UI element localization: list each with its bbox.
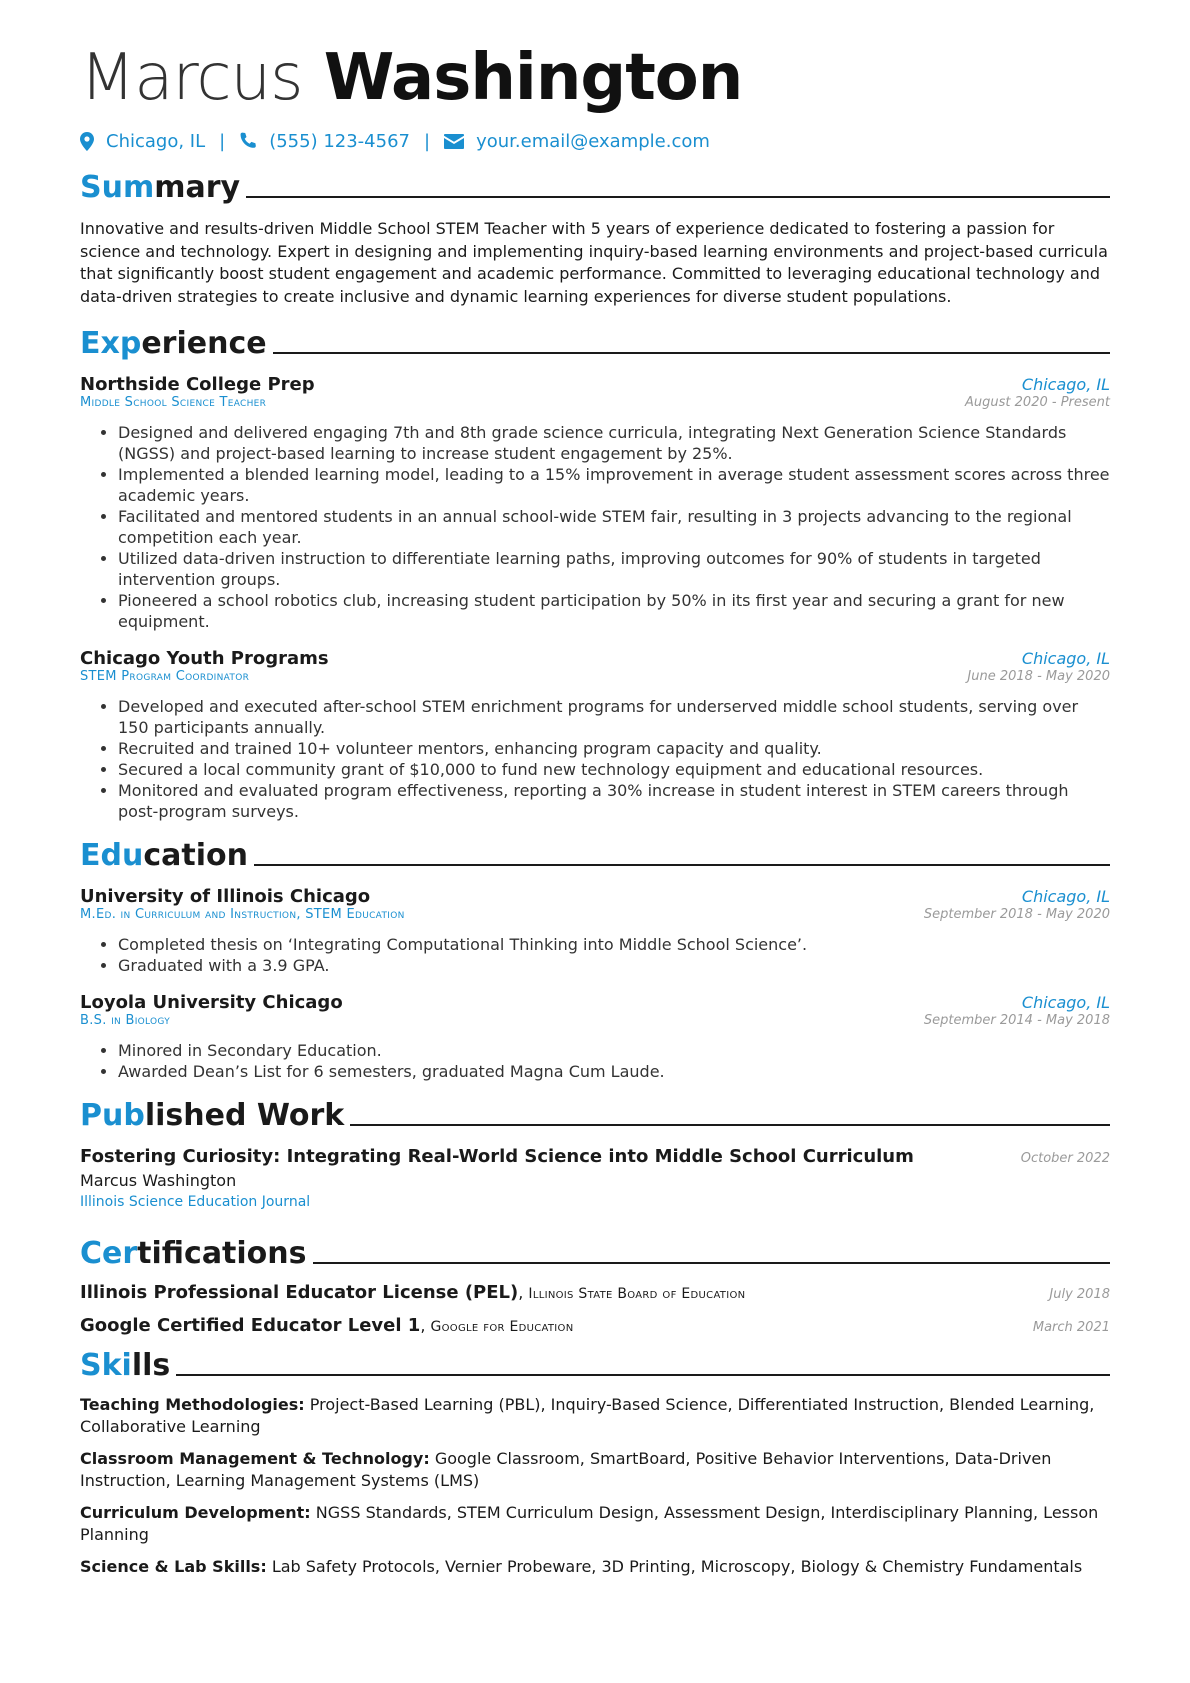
entry-dates: September 2018 - May 2020: [923, 907, 1110, 922]
section-title: [80, 838, 248, 874]
school-name: University of Illinois Chicago: [80, 886, 371, 907]
skill-value: Lab Safety Protocols, Vernier Probeware, 3D Printing, Microscopy, Biology & Chemistry Fundamentals: [271, 1557, 1083, 1576]
education-entry: [80, 886, 1110, 976]
bullet-item: • Monitored and evaluated program effectiveness, reporting a 30% increase in student interest in STEM careers through post-program surveys.: [118, 780, 1110, 822]
title-accent: Exp: [80, 326, 142, 361]
section-rule: [254, 864, 1110, 866]
title-accent: Ski: [80, 1348, 132, 1383]
contact-separator: |: [424, 130, 431, 152]
skill-row: [80, 1502, 1110, 1546]
bullet-item: • Awarded Dean’s List for 6 semesters, graduated Magna Cum Laude.: [118, 1061, 1110, 1082]
contact-location: [80, 131, 205, 152]
entry-location: Chicago, IL: [1021, 649, 1110, 668]
skill-label: Teaching Methodologies:: [80, 1395, 305, 1414]
title-accent: Cer: [80, 1236, 138, 1271]
contact-phone[interactable]: [239, 131, 410, 152]
bullet-item: • Developed and executed after-school STEM enrichment programs for underserved middle school students, serving over 150 participants annually.: [118, 696, 1110, 738]
candidate-name: [80, 40, 1110, 116]
org-name: Northside College Prep: [80, 374, 315, 395]
education-heading: [80, 834, 1110, 874]
email-link: your.email@example.com: [476, 130, 710, 152]
skill-value: NGSS Standards, STEM Curriculum Design, Assessment Design, Interdisciplinary Planning, Lesson Planning: [80, 1503, 1099, 1544]
section-rule: [313, 1262, 1110, 1264]
degree-title: M.Ed. in Curriculum and Instruction, STEM Education: [80, 907, 405, 922]
title-rest: erience: [141, 326, 267, 361]
publication-entry: [80, 1146, 1110, 1210]
org-name: Chicago Youth Programs: [80, 648, 329, 669]
contact-email[interactable]: [444, 131, 710, 152]
title-accent: Sum: [80, 170, 155, 205]
certifications-heading: [80, 1232, 1110, 1272]
phone-icon: [239, 132, 257, 150]
summary-text: Innovative and results-driven Middle School STEM Teacher with 5 years of experience dedicated to fostering a passion for science and technology. Expert in designing and implementing inquiry-based learning environments and project-based curricula that significantly boost student engagement and academic performance. Committed to leveraging educational technology and data-driven strategies to create inclusive and dynamic learning experiences for diverse student populations.: [80, 219, 1108, 306]
bullet-list: [80, 1040, 1110, 1082]
bullet-item: • Secured a local community grant of $10,000 to fund new technology equipment and educational resources.: [118, 759, 1110, 780]
bullet-item: • Implemented a blended learning model, leading to a 15% improvement in average student assessment scores across three academic years.: [118, 464, 1110, 506]
entry-dates: June 2018 - May 2020: [967, 669, 1110, 684]
skill-value: Google Classroom, SmartBoard, Positive Behavior Interventions, Data-Driven Instruction, Learning Management Systems (LMS): [80, 1449, 1052, 1490]
contact-separator: |: [219, 130, 226, 152]
section-title: [80, 1348, 170, 1384]
certification-date: July 2018: [1049, 1287, 1110, 1302]
entry-location: Chicago, IL: [1021, 375, 1110, 394]
publication-title: Fostering Curiosity: Integrating Real-World Science into Middle School Curriculum: [80, 1146, 914, 1167]
publication-journal: Illinois Science Education Journal: [80, 1194, 311, 1210]
skill-row: [80, 1448, 1110, 1492]
bullet-list: [80, 696, 1110, 822]
experience-entry: [80, 648, 1110, 822]
certification-name: Google Certified Educator Level 1: [80, 1315, 421, 1336]
certification-entry: Illinois Professional Educator License (PEL), Illinois State Board of Education July 2018: [80, 1282, 1110, 1303]
title-accent: Pub: [80, 1098, 145, 1133]
section-rule: [176, 1374, 1110, 1376]
first-name: Marcus: [80, 41, 303, 115]
skill-row: [80, 1556, 1110, 1578]
certification-issuer: Google for Education: [430, 1319, 574, 1335]
skill-label: Curriculum Development:: [80, 1503, 311, 1522]
title-rest: cation: [143, 838, 248, 873]
section-title: [80, 326, 267, 362]
last-name: Washington: [323, 41, 743, 115]
degree-title: B.S. in Biology: [80, 1013, 171, 1028]
bullet-list: [80, 934, 1110, 976]
location-text: Chicago, IL: [106, 130, 206, 152]
entry-dates: August 2020 - Present: [965, 395, 1110, 410]
title-rest: mary: [154, 170, 241, 205]
publication-date: October 2022: [1020, 1151, 1110, 1166]
role-title: Middle School Science Teacher: [80, 395, 267, 410]
contact-bar: [80, 128, 1110, 154]
skill-row: [80, 1394, 1110, 1438]
section-rule: [246, 196, 1110, 198]
bullet-item: • Facilitated and mentored students in an annual school-wide STEM fair, resulting in 3 projects advancing to the regional competition each year.: [118, 506, 1110, 548]
section-title: [80, 170, 240, 206]
skill-label: Classroom Management & Technology:: [80, 1449, 430, 1468]
section-title: [80, 1236, 307, 1272]
bullet-item: • Pioneered a school robotics club, increasing student participation by 50% in its first year and securing a grant for new equipment.: [118, 590, 1110, 632]
section-rule: [273, 352, 1110, 354]
section-title: [80, 1098, 344, 1134]
skill-label: Science & Lab Skills:: [80, 1557, 267, 1576]
skills-heading: [80, 1344, 1110, 1384]
bullet-item: • Minored in Secondary Education.: [118, 1040, 1110, 1061]
entry-location: Chicago, IL: [1021, 887, 1110, 906]
certification-entry: Google Certified Educator Level 1, Google for Education March 2021: [80, 1315, 1110, 1336]
school-name: Loyola University Chicago: [80, 992, 343, 1013]
title-rest: tifications: [137, 1236, 307, 1271]
entry-location: Chicago, IL: [1021, 993, 1110, 1012]
certification-name: Illinois Professional Educator License (PEL): [80, 1282, 519, 1303]
envelope-icon: [444, 134, 464, 149]
title-rest: lished Work: [144, 1098, 345, 1133]
bullet-item: • Utilized data-driven instruction to differentiate learning paths, improving outcomes for 90% of students in targeted intervention groups.: [118, 548, 1110, 590]
map-marker-icon: [80, 132, 94, 151]
bullet-item: • Graduated with a 3.9 GPA.: [118, 955, 1110, 976]
certification-date: March 2021: [1032, 1320, 1110, 1335]
experience-entry: [80, 374, 1110, 632]
entry-dates: September 2014 - May 2018: [923, 1013, 1110, 1028]
role-title: STEM Program Coordinator: [80, 669, 250, 684]
summary-heading: [80, 166, 1110, 206]
title-rest: lls: [131, 1348, 171, 1383]
bullet-list: [80, 422, 1110, 632]
skill-value: Project-Based Learning (PBL), Inquiry-Based Science, Differentiated Instruction, Blended Learning, Collaborative Learning: [80, 1395, 1095, 1436]
education-entry: [80, 992, 1110, 1082]
phone-text: (555) 123-4567: [269, 130, 410, 152]
section-rule: [350, 1124, 1110, 1126]
title-accent: Edu: [80, 838, 144, 873]
bullet-item: • Completed thesis on ‘Integrating Computational Thinking into Middle School Science’.: [118, 934, 1110, 955]
publication-author: Marcus Washington: [80, 1171, 237, 1190]
published-heading: [80, 1094, 1110, 1134]
certification-issuer: Illinois State Board of Education: [528, 1286, 746, 1302]
experience-heading: [80, 322, 1110, 362]
bullet-item: • Recruited and trained 10+ volunteer mentors, enhancing program capacity and quality.: [118, 738, 1110, 759]
bullet-item: • Designed and delivered engaging 7th and 8th grade science curricula, integrating Next Generation Science Standards (NGSS) and project-based learning to increase student engagement by 25%.: [118, 422, 1110, 464]
